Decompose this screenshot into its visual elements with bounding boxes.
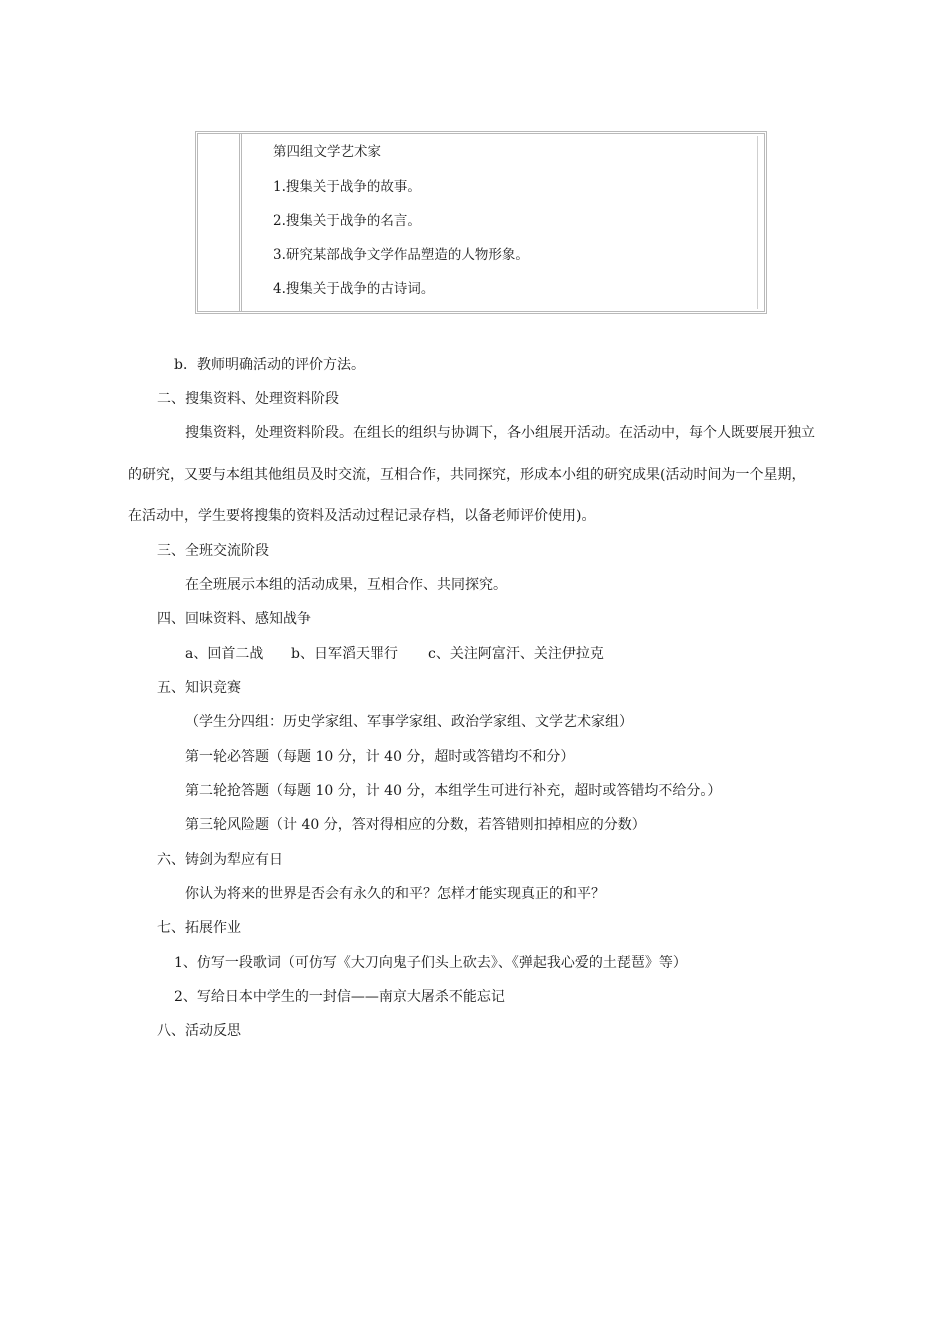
section-3-paragraph: 在全班展示本组的活动成果，互相合作、共同探究。 [185, 577, 507, 593]
table-cell-title: 第四组文学艺术家 [273, 144, 381, 160]
section-3-heading: 三、全班交流阶段 [157, 543, 269, 559]
evaluation-method-line: b．教师明确活动的评价方法。 [174, 357, 365, 373]
section-7-item-1: 1、仿写一段歌词（可仿写《大刀向鬼子们头上砍去》、《弹起我心爱的土琵琶》等） [174, 955, 687, 971]
table-left-column [198, 134, 242, 311]
section-4-item-b: b、日军滔天罪行 [291, 646, 398, 662]
section-6-heading: 六、铸剑为犁应有日 [157, 852, 283, 868]
section-4-item-a: a、回首二战 [185, 646, 264, 662]
section-5-heading: 五、知识竞赛 [157, 680, 241, 696]
section-5-round-1: 第一轮必答题（每题 10 分，计 40 分，超时或答错均不和分） [185, 749, 575, 765]
section-2-heading: 二、搜集资料、处理资料阶段 [157, 391, 339, 407]
section-8-heading: 八、活动反思 [157, 1023, 241, 1039]
section-7-heading: 七、拓展作业 [157, 920, 241, 936]
section-5-round-2: 第二轮抢答题（每题 10 分，计 40 分，本组学生可进行补充，超时或答错均不给分。） [185, 783, 722, 799]
table-right-border [757, 136, 762, 309]
section-7-item-2: 2、写给日本中学生的一封信——南京大屠杀不能忘记 [174, 989, 505, 1005]
section-6-question: 你认为将来的世界是否会有永久的和平？怎样才能实现真正的和平？ [185, 886, 605, 902]
section-5-round-3: 第三轮风险题（计 40 分，答对得相应的分数，若答错则扣掉相应的分数） [185, 817, 646, 833]
section-4-item-c: c、关注阿富汗、关注伊拉克 [428, 646, 604, 662]
table-cell-item-2: 2.搜集关于战争的名言。 [273, 213, 421, 229]
section-2-paragraph-line-3: 在活动中，学生要将搜集的资料及活动过程记录存档，以备老师评价使用)。 [128, 508, 596, 524]
table-cell-item-3: 3.研究某部战争文学作品塑造的人物形象。 [273, 247, 529, 263]
table-cell-item-4: 4.搜集关于战争的古诗词。 [273, 281, 435, 297]
section-2-paragraph-line-1: 搜集资料，处理资料阶段。在组长的组织与协调下，各小组展开活动。在活动中，每个人既要展开独立 [185, 425, 815, 441]
section-5-groups: （学生分四组：历史学家组、军事学家组、政治学家组、文学艺术家组） [185, 714, 633, 730]
table-cell-item-1: 1.搜集关于战争的故事。 [273, 179, 421, 195]
section-4-heading: 四、回味资料、感知战争 [157, 611, 311, 627]
section-2-paragraph-line-2: 的研究，又要与本组其他组员及时交流，互相合作，共同探究，形成本小组的研究成果(活动时间为一个星期， [128, 467, 806, 483]
